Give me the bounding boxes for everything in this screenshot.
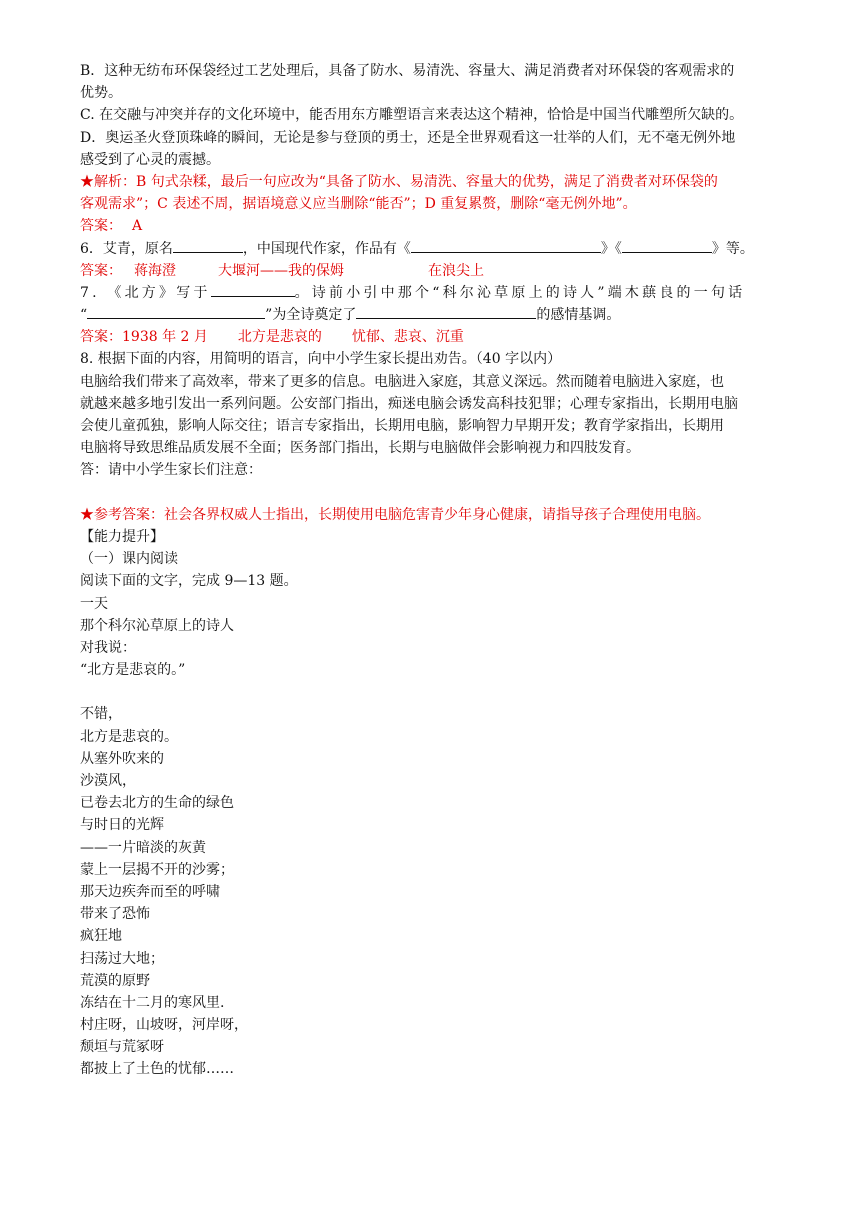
option-d-line-2: 感受到了心灵的震撼。 (80, 151, 220, 168)
q5-answer (80, 215, 780, 237)
q7-text-1: 7. 《北方》写于 (80, 284, 211, 301)
answer-label: 答案： (80, 218, 122, 235)
blank-work-2 (622, 238, 712, 253)
q6-text-3: 》《 (600, 240, 622, 257)
poem-line: 那天边疾奔而至的呼啸 (80, 883, 220, 900)
q6-text-1: 6．艾青，原名 (80, 240, 173, 257)
option-c-line: C. 在交融与冲突并存的文化环境中，能否用东方雕塑语言来表达这个精神，恰恰是中国当代雕塑所欠缺的。 (80, 107, 744, 124)
poem-line: 不错， (80, 706, 122, 723)
q7-text-3: “ (80, 307, 88, 324)
reading-instruction: 阅读下面的文字，完成 9—13 题。 (80, 573, 298, 590)
q8-passage-line-4: 电脑将导致思维品质发展不全面；医务部门指出，长期与电脑做伴会影响视力和四肢发育。 (80, 440, 640, 457)
section-subheading: （一）课内阅读 (80, 551, 178, 568)
poem-line: 对我说： (80, 639, 136, 656)
poem-line (80, 681, 780, 703)
option-b-line-1: B．这种无纺布环保袋经过工艺处理后，具备了防水、易清洗、容量大、满足消费者对环保袋的客观需求的 (80, 63, 735, 79)
q8-passage-line-3: 会使儿童孤独，影响人际交往；语言专家指出，长期用电脑，影响智力早期开发；教育学家指出，长期用 (80, 418, 724, 434)
q7-text-5: 的感情基调。 (536, 307, 621, 324)
poem-line: 都披上了土色的忧郁…… (80, 1061, 234, 1078)
q8-passage-line-1: 电脑给我们带来了高效率，带来了更多的信息。电脑进入家庭，其意义深远。然而随着电脑进入家庭，也 (80, 373, 724, 390)
answer-1: 蒋海澄 (134, 262, 176, 279)
q8-prompt: 8. 根据下面的内容，用简明的语言，向中小学生家长提出劝告。（40 字以内） (80, 351, 562, 368)
answer-2: 大堰河——我的保姆 (218, 262, 344, 279)
answer-3: 忧郁、悲哀、沉重 (351, 329, 464, 346)
poem-line: 一天 (80, 595, 108, 612)
answer-label: 答案： (80, 262, 122, 279)
poem-line: 扫荡过大地； (80, 950, 164, 967)
poem-line: 已卷去北方的生命的绿色 (80, 795, 234, 812)
poem-line: 蒙上一层揭不开的沙雾； (80, 861, 234, 878)
poem-line: 荒漠的原野 (80, 972, 150, 989)
spacer (80, 482, 780, 504)
answer-1: 1938 年 2 月 (122, 329, 208, 346)
poem-line: 与时日的光辉 (80, 817, 164, 834)
q6-question (80, 238, 780, 260)
blank-tone (356, 304, 536, 319)
q8-answer-prompt: 答：请中小学生家长们注意： (80, 462, 262, 479)
poem (80, 593, 780, 1081)
poem-line: 带来了恐怖 (80, 906, 150, 923)
analysis-line-2: 客观需求”；C 表述不周，据语境意义应当删除“能否”；D 重复累赘，删除“毫无例外地”。 (80, 196, 637, 213)
poem-line: 北方是悲哀的。 (80, 728, 178, 745)
poem-line: “北方是悲哀的。” (80, 662, 186, 679)
option-d-line-1: D．奥运圣火登顶珠峰的瞬间，无论是参与登顶的勇士，还是全世界观看这一壮举的人们，无不毫无例外地 (80, 129, 736, 146)
blank-date (211, 282, 295, 297)
analysis-line-1: ★解析：B 句式杂糅，最后一句应改为“具备了防水、易清洗、容量大的优势，满足了消费者对环保袋的 (80, 173, 718, 190)
q6-answer (80, 260, 780, 282)
q7-line-2 (80, 304, 780, 326)
q7-text-4: ”为全诗奠定了 (265, 307, 357, 324)
poem-line: 从塞外吹来的 (80, 750, 164, 767)
q7-answer (80, 326, 780, 348)
poem-line: 沙漠风， (80, 773, 136, 789)
answer-label: 答案： (80, 329, 122, 346)
poem-line: 村庄呀，山坡呀，河岸呀， (80, 1017, 248, 1034)
poem-line: 冻结在十二月的寒风里. (80, 994, 225, 1011)
poem-line: 颓垣与荒冢呀 (80, 1039, 164, 1056)
q8-reference-answer: ★参考答案：社会各界权威人士指出，长期使用电脑危害青少年身心健康，请指导孩子合理使用电脑。 (80, 506, 710, 523)
q7-line-1 (80, 282, 780, 304)
option-b-line-2: 优势。 (80, 85, 122, 102)
document-page (80, 60, 780, 1081)
answer-3: 在浪尖上 (428, 262, 484, 279)
answer-value: A (132, 218, 143, 235)
blank-quote (87, 304, 265, 319)
blank-work-1 (411, 238, 601, 253)
answer-2: 北方是悲哀的 (237, 329, 322, 346)
q6-text-2: ，中国现代作家，作品有《 (242, 240, 411, 257)
poem-line: 那个科尔沁草原上的诗人 (80, 617, 234, 634)
poem-line: 疯狂地 (80, 928, 122, 945)
blank-original-name (173, 238, 243, 253)
q6-text-4: 》等。 (711, 240, 754, 257)
q7-text-2: 。诗前小引中那个“科尔沁草原上的诗人”端木蕻良的一句话 (294, 284, 746, 301)
section-heading: 【能力提升】 (80, 528, 164, 545)
q8-passage-line-2: 就越来越多地引发出一系列问题。公安部门指出，痴迷电脑会诱发高科技犯罪；心理专家指出，长期用电脑 (80, 395, 738, 412)
poem-line: ——一片暗淡的灰黄 (80, 839, 206, 856)
